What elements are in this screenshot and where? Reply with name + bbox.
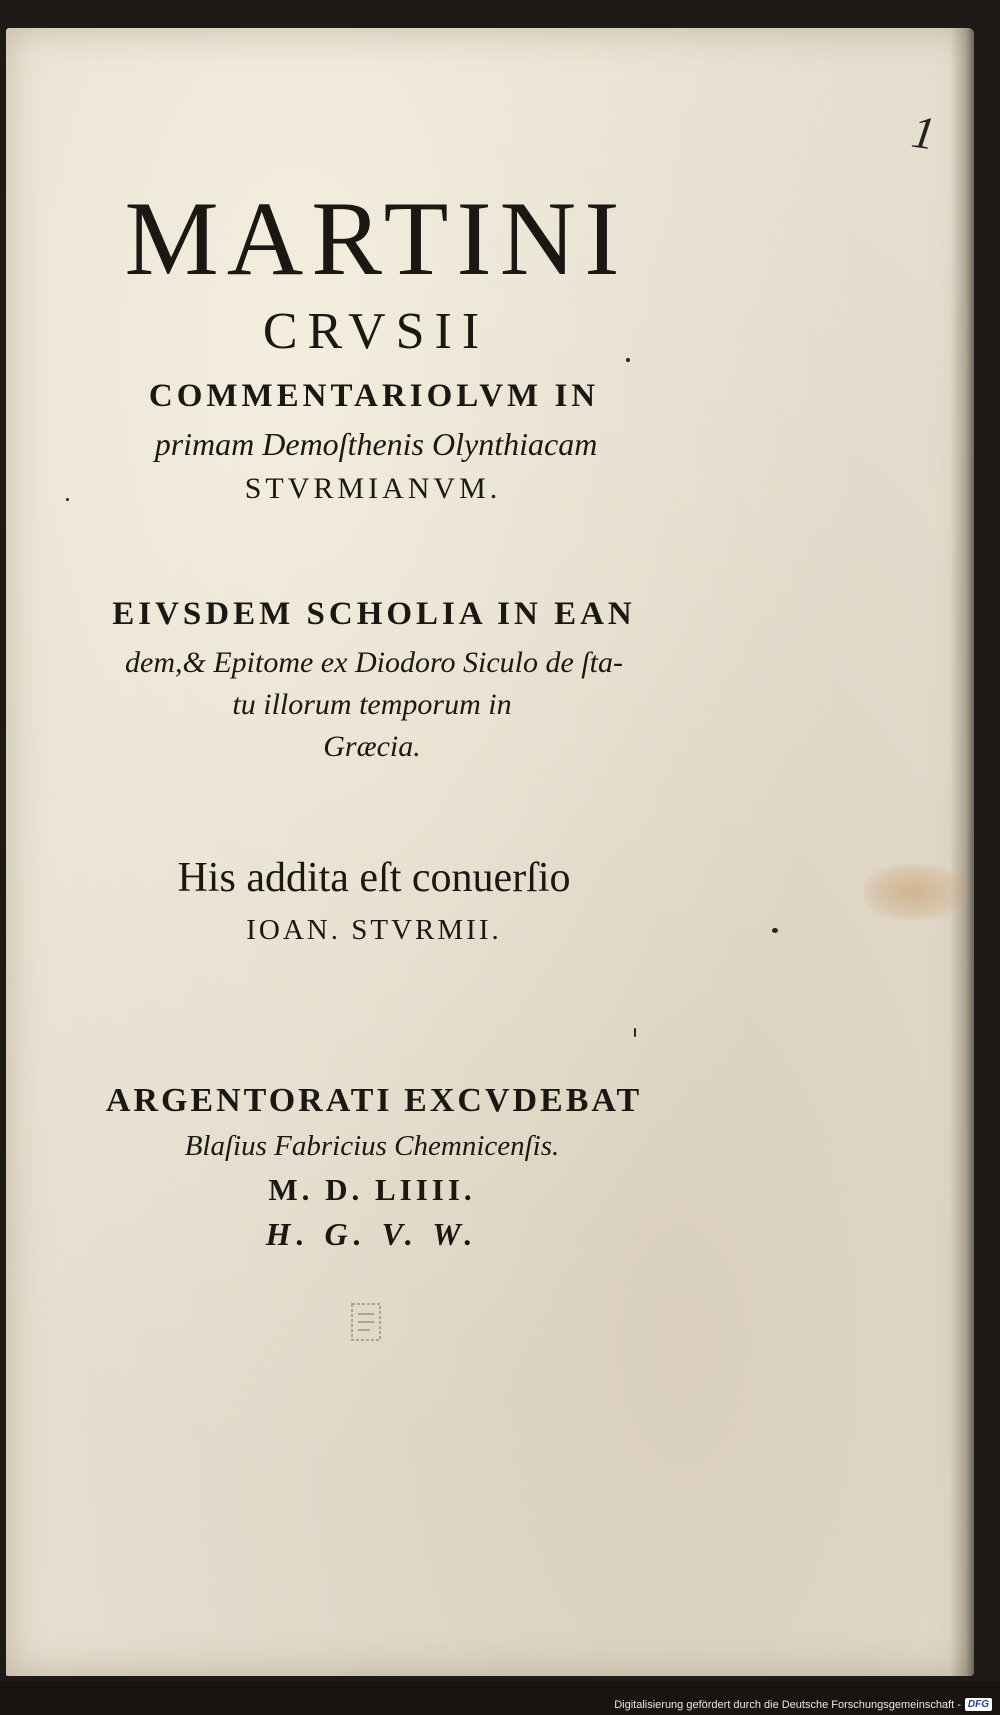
credit-text: Digitalisierung gefördert durch die Deutsche Forschungsgemeinschaft - (614, 1698, 961, 1711)
book-page (6, 28, 974, 1676)
imprint-place-line: ARGENTORATI EXCVDEBAT (105, 1082, 643, 1119)
title-author-last-name: CRVSII (262, 303, 490, 360)
imprint-printer-line: Blaſius Fabricius Chemnicenſis. (184, 1130, 560, 1162)
footer-bar (0, 1681, 1000, 1715)
paper-stain (864, 864, 964, 920)
title-author-first-name: MARTINI (124, 180, 628, 297)
paper-speck (634, 1028, 636, 1037)
title-subject-line: primam Demoſthenis Olynthiacam (154, 426, 598, 462)
scholia-line-2: dem,& Epitome ex Diodoro Siculo de ſta- (125, 646, 623, 679)
addition-line: His addita eſt conuerſio (177, 855, 571, 901)
scholia-line-3: tu illorum temporum in (232, 688, 512, 721)
title-work-line: COMMENTARIOLVM IN (148, 378, 600, 414)
title-sturmianum-line: STVRMIANVM. (244, 472, 502, 505)
scholia-heading-line: EIVSDEM SCHOLIA IN EAN (112, 596, 636, 632)
owner-initials-line: H. G. V. W. (265, 1216, 479, 1252)
library-stamp-mark (348, 1300, 384, 1344)
scholia-line-4: Græcia. (323, 730, 421, 763)
dfg-logo-icon: DFG (965, 1698, 992, 1711)
funding-credit (614, 1698, 992, 1711)
imprint-year-line: M. D. LIIII. (268, 1172, 476, 1207)
page-edge-shadow (950, 28, 974, 1676)
addition-author-line: IOAN. STVRMII. (246, 914, 502, 946)
folio-number: 1 (908, 105, 939, 160)
